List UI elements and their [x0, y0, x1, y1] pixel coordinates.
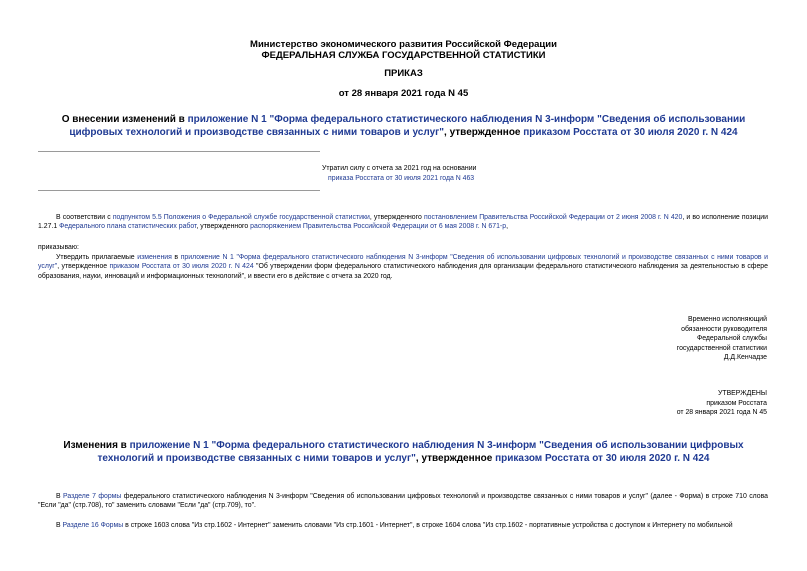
change-paragraph-1: [38, 492, 768, 511]
order-word: приказываю:: [38, 244, 79, 251]
link-government-order[interactable]: распоряжением Правительства Российской Федерации от 6 мая 2008 г. N 671-р: [250, 223, 507, 231]
date-number-heading: от 28 января 2021 года N 45: [338, 88, 469, 99]
lost-force-text: Утратил силу с отчета за 2021 год на основании: [322, 165, 477, 172]
ministry-heading: Министерство экономического развития Российской Федерации: [250, 39, 557, 50]
changes-title-prefix: Изменения в: [63, 440, 130, 451]
link-order-424[interactable]: приказом Росстата от 30 июля 2020 г. N 424: [109, 263, 254, 271]
approved-line: приказом Росстата: [706, 399, 767, 407]
para2-text-3: , утвержденное: [57, 263, 110, 271]
link-section-16[interactable]: Разделе 16 Формы: [62, 522, 124, 529]
signature-line: Д.Д.Кенчадзе: [723, 354, 767, 362]
para2-text-4: "Об утверждении форм федерального статистического наблюдения для организации федерального статистического наблюдения за деятельностью в сфере образования, науки, инноваций и информационных технологий", и ввести его в действие с отчета за 2020 год.: [38, 263, 768, 280]
signature-line: Федеральной службы: [696, 335, 767, 343]
changes-title-link-order[interactable]: приказом Росстата от 30 июля 2020 г. N 424: [495, 453, 710, 464]
para1-text-5: ,: [506, 223, 508, 231]
link-regulation-point[interactable]: подпунктом 5.5 Положения о Федеральной службе государственной статистики: [112, 214, 370, 221]
order-paragraph: [38, 253, 768, 281]
title-mid: , утвержденное: [444, 127, 524, 138]
doc-type-heading: ПРИКАЗ: [384, 68, 423, 79]
para3-text-2: федерального статистического наблюдения N 3-информ "Сведения об использовании цифровых технологий и производстве связанных с ними товаров и услуг" (далее - Форма) в строке 710 слова "Если "да" (стр.708), то" заменить словами "Если "да" (стр.709), то".: [38, 493, 769, 510]
approved-line: от 28 января 2021 года N 45: [676, 409, 767, 417]
signature-block: [677, 315, 767, 363]
document-title: [48, 113, 759, 139]
lost-force-note: [322, 164, 476, 184]
para4-text-1: В: [56, 522, 63, 529]
divider-bottom: [38, 190, 320, 191]
link-section-7[interactable]: Разделе 7 формы: [63, 493, 122, 500]
approved-line: УТВЕРЖДЕНЫ: [718, 390, 767, 397]
link-federal-plan[interactable]: Федерального плана статистических работ: [59, 223, 197, 231]
para1-text-2: , утвержденного: [369, 214, 424, 221]
link-appendix[interactable]: приложение N 1 "Форма федерального статистического наблюдения N 3-информ "Сведения об использовании цифровых технологий и производстве связанных с ними товаров и услуг": [38, 254, 769, 271]
changes-title: [38, 439, 769, 465]
title-prefix: О внесении изменений в: [61, 114, 188, 125]
para4-text-2: в строке 1603 слова "Из стр.1602 - Интернет" заменить словами "Из стр.1601 - Интернет", в строке 1604 слова "Из стр.1602 - портативные устройства с доступом к Интернету по мобильной: [123, 522, 733, 529]
link-government-decree[interactable]: постановлением Правительства Российской Федерации от 2 июня 2008 г. N 420: [423, 214, 683, 221]
title-link-order[interactable]: приказом Росстата от 30 июля 2020 г. N 424: [523, 127, 738, 138]
change-paragraph-2: [38, 521, 768, 530]
para1-text-4: , утвержденного: [196, 223, 251, 231]
signature-line: государственной статистики: [676, 344, 767, 352]
para2-text-2: в: [171, 254, 181, 261]
lost-force-link[interactable]: приказа Росстата от 30 июля 2021 года N 463: [328, 175, 475, 182]
approved-block: [677, 389, 767, 418]
signature-line: Временно исполняющий: [688, 316, 767, 323]
changes-title-link-appendix[interactable]: приложение N 1 "Форма федерального статистического наблюдения N 3-информ "Сведения об использовании цифровых технологий и производстве связанных с ними товаров и услуг": [97, 440, 744, 464]
para2-text-1: Утвердить прилагаемые: [56, 254, 138, 261]
signature-line: обязанности руководителя: [681, 325, 767, 333]
link-changes[interactable]: изменения: [137, 254, 172, 261]
divider-top: [38, 151, 320, 152]
para1-text-1: В соответствии с: [56, 214, 113, 221]
changes-title-mid: , утвержденное: [415, 453, 496, 464]
title-link-appendix[interactable]: приложение N 1 "Форма федерального статистического наблюдения N 3-информ "Сведения об использовании цифровых технологий и производстве связанных с ними товаров и услуг": [69, 114, 746, 138]
preamble-paragraph: [38, 213, 768, 232]
para3-text-1: В: [56, 493, 64, 500]
service-heading: ФЕДЕРАЛЬНАЯ СЛУЖБА ГОСУДАРСТВЕННОЙ СТАТИСТИКИ: [261, 50, 546, 61]
para1-text-3: , и во исполнение позиции 1.27.1: [38, 214, 769, 231]
